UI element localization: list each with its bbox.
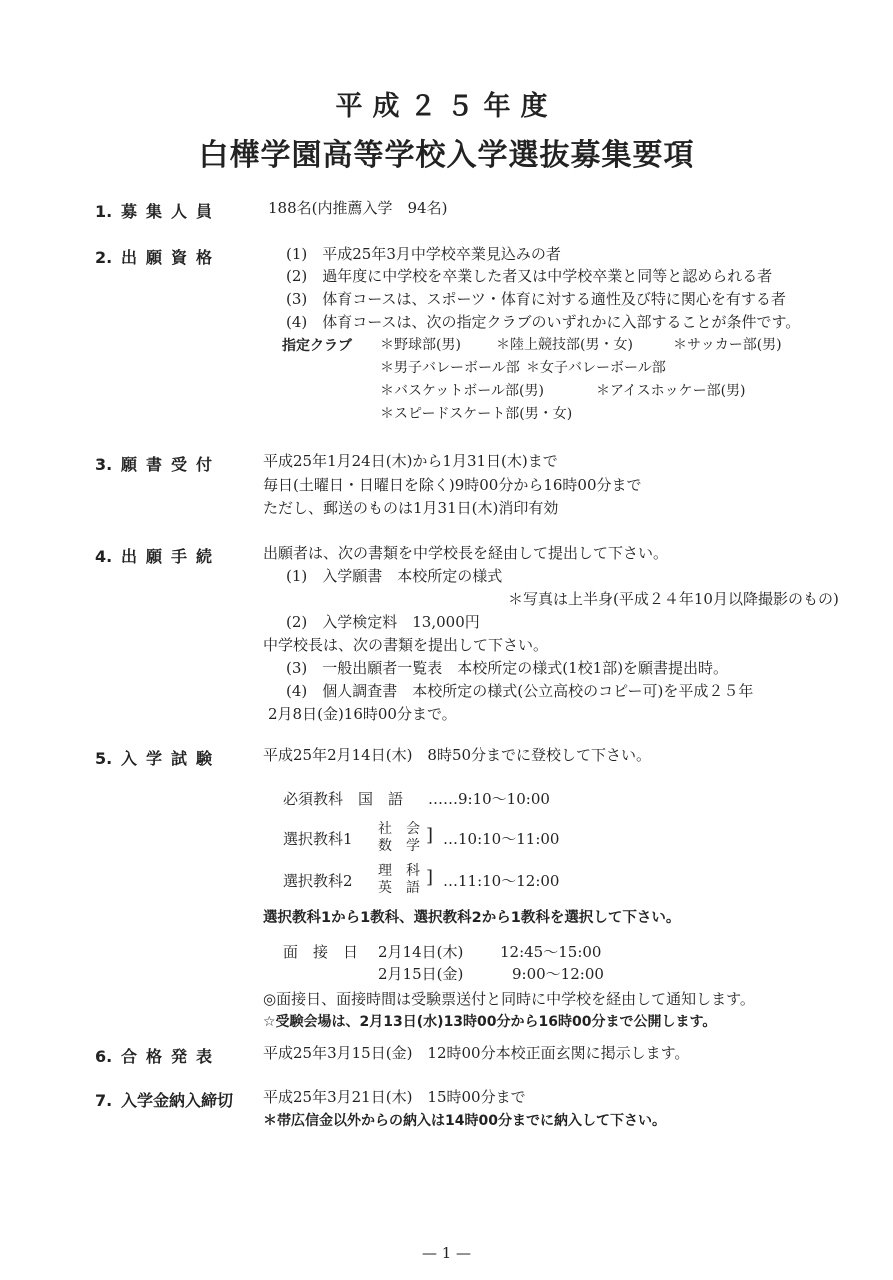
procedure-line: ＊写真は上半身(平成２４年10月以降撮影のもの) — [508, 590, 839, 608]
club-item: ＊アイスホッケー部(男) — [596, 383, 746, 399]
title-year: 平成２５年度 — [335, 91, 558, 122]
page-number: — 1 — — [421, 1244, 472, 1262]
eligibility-item: (1) 平成25年3月中学校卒業見込みの者 — [286, 245, 561, 263]
required-subject-time: ……9:10〜10:00 — [428, 790, 550, 808]
elective1-bracket: ] — [426, 825, 434, 846]
elective2-label: 選択教科2 — [283, 872, 353, 890]
elective1-label: 選択教科1 — [283, 830, 353, 848]
procedure-line: (3) 一般出願者一覧表 本校所定の様式(1校1部)を願書提出時。 — [286, 659, 729, 677]
club-item: ＊女子バレーボール部 — [526, 360, 666, 376]
club-item: ＊野球部(男) — [380, 337, 461, 353]
application-period-line: 毎日(土曜日・日曜日を除く)9時00分から16時00分まで — [263, 476, 642, 494]
elective2-bracket: ] — [426, 867, 434, 888]
elective1-subjects: 社 会 数 学 — [378, 821, 420, 854]
club-item: ＊スピードスケート部(男・女) — [380, 406, 573, 422]
heading-eligibility: 2. 出願資格 — [95, 248, 222, 267]
application-period-line: 平成25年1月24日(木)から1月31日(木)まで — [263, 452, 558, 470]
exam-intro: 平成25年2月14日(木) 8時50分までに登校して下さい。 — [263, 746, 652, 764]
venue-open-notice: ☆受験会場は、2月13日(水)13時00分から16時00分まで公開します。 — [263, 1014, 717, 1030]
fee-deadline: 平成25年3月21日(木) 15時00分まで — [263, 1088, 526, 1106]
heading-recruitment: 1. 募集人員 — [95, 202, 222, 221]
designated-club-label: 指定クラブ — [282, 338, 352, 354]
heading-results: 6. 合格発表 — [95, 1047, 222, 1066]
club-item: ＊陸上競技部(男・女) — [496, 337, 633, 353]
required-subject-label: 必須教科 国 語 — [283, 790, 404, 808]
interview-notice: ◎面接日、面接時間は受験票送付と同時に中学校を経由して通知します。 — [263, 990, 755, 1008]
procedure-line: (2) 入学検定料 13,000円 — [286, 613, 480, 631]
procedure-line: 出願者は、次の書類を中学校長を経由して提出して下さい。 — [263, 544, 669, 562]
interview-date: 2月15日(金) — [378, 965, 464, 983]
heading-fee-deadline: 7. 入学金納入締切 — [95, 1091, 234, 1110]
application-period-line: ただし、郵送のものは1月31日(木)消印有効 — [263, 499, 559, 517]
heading-entrance-exam: 5. 入学試験 — [95, 749, 222, 768]
eligibility-item: (4) 体育コースは、次の指定クラブのいずれかに入部することが条件です。 — [286, 313, 801, 331]
recruitment-number: 188名(内推薦入学 94名) — [268, 199, 448, 217]
club-item: ＊バスケットボール部(男) — [380, 383, 544, 399]
elective2-subjects: 理 科 英 語 — [378, 863, 420, 896]
interview-date: 2月14日(木) — [378, 943, 464, 961]
elective-selection-note: 選択教科1から1教科、選択教科2から1教科を選択して下さい。 — [263, 910, 681, 926]
procedure-line: 中学校長は、次の書類を提出して下さい。 — [263, 636, 549, 654]
page-title: 白樺学園高等学校入学選抜募集要項 — [198, 138, 695, 173]
procedure-line: (4) 個人調査書 本校所定の様式(公立高校のコピー可)を平成２５年 — [286, 682, 754, 700]
elective1-time: …10:10〜11:00 — [443, 830, 560, 848]
interview-time: 9:00〜12:00 — [512, 965, 604, 983]
club-item: ＊男子バレーボール部 — [380, 360, 520, 376]
heading-application-period: 3. 願書受付 — [95, 455, 222, 474]
eligibility-item: (3) 体育コースは、スポーツ・体育に対する適性及び特に関心を有する者 — [286, 290, 786, 308]
results-announcement: 平成25年3月15日(金) 12時00分本校正面玄関に掲示します。 — [263, 1044, 690, 1062]
procedure-line: (1) 入学願書 本校所定の様式 — [286, 567, 503, 585]
interview-time: 12:45〜15:00 — [500, 943, 602, 961]
club-item: ＊サッカー部(男) — [673, 337, 782, 353]
interview-label: 面 接 日 — [283, 943, 359, 961]
heading-application-procedure: 4. 出願手続 — [95, 547, 222, 566]
procedure-line: 2月8日(金)16時00分まで。 — [268, 705, 457, 723]
elective2-time: …11:10〜12:00 — [443, 872, 560, 890]
eligibility-item: (2) 過年度に中学校を卒業した者又は中学校卒業と同等と認められる者 — [286, 267, 773, 285]
fee-payment-note: ＊帯広信金以外からの納入は14時00分までに納入して下さい。 — [263, 1113, 666, 1129]
